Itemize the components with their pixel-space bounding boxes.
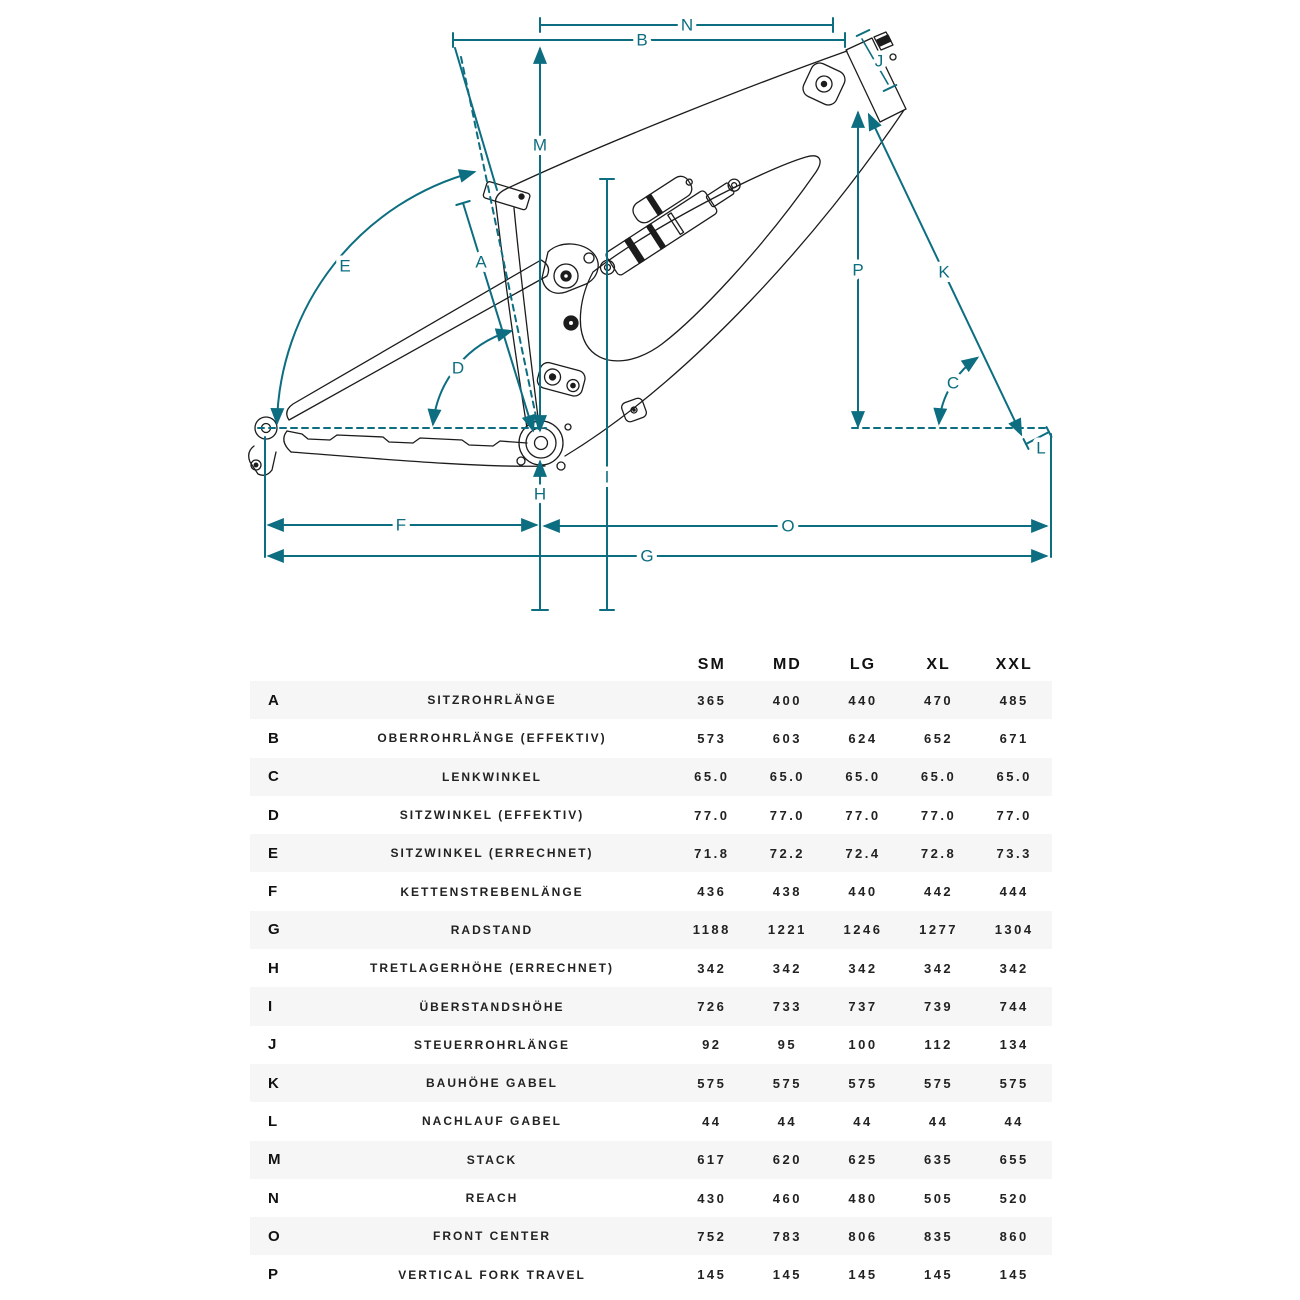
- row-label: SITZROHRLÄNGE: [427, 693, 557, 708]
- bike-frame-outline: [249, 32, 906, 475]
- row-value: 575: [848, 1075, 878, 1091]
- dim-label-o: O: [781, 516, 795, 536]
- row-value: 617: [697, 1152, 727, 1168]
- table-row: [250, 796, 1052, 834]
- row-key: E: [268, 844, 279, 862]
- row-value: 1188: [692, 922, 731, 938]
- dim-label-b: B: [636, 30, 648, 50]
- row-label: VERTICAL FORK TRAVEL: [398, 1267, 586, 1282]
- table-row: [250, 681, 1052, 719]
- size-header-md: MD: [772, 655, 802, 673]
- row-value: 620: [772, 1152, 802, 1168]
- row-value: 438: [772, 884, 802, 900]
- row-value: 744: [999, 999, 1029, 1015]
- dim-label-h: H: [533, 484, 547, 504]
- row-value: 95: [777, 1037, 798, 1053]
- geometry-diagram: [0, 0, 1300, 648]
- row-key: N: [268, 1189, 279, 1207]
- row-value: 112: [924, 1037, 953, 1053]
- dim-label-f: F: [395, 515, 407, 535]
- row-value: 739: [923, 999, 954, 1015]
- row-value: 44: [702, 1113, 722, 1129]
- table-header-row: [250, 648, 1052, 681]
- row-label: NACHLAUF GABEL: [422, 1114, 562, 1129]
- row-value: 671: [999, 730, 1029, 746]
- row-value: 44: [1004, 1113, 1024, 1129]
- row-value: 73.3: [996, 845, 1032, 861]
- row-key: F: [268, 883, 278, 901]
- table-row: [250, 719, 1052, 757]
- row-value: 134: [999, 1037, 1029, 1053]
- row-value: 77.0: [694, 807, 730, 823]
- table-row: [250, 1141, 1052, 1179]
- row-value: 835: [923, 1228, 954, 1244]
- row-value: 145: [848, 1267, 878, 1283]
- row-value: 145: [999, 1267, 1029, 1283]
- table-row: [250, 1217, 1052, 1255]
- row-value: 72.4: [845, 845, 881, 861]
- row-value: 342: [999, 960, 1029, 976]
- row-value: 72.8: [920, 845, 957, 861]
- row-label: FRONT CENTER: [433, 1229, 551, 1244]
- row-key: B: [268, 729, 279, 747]
- row-value: 575: [999, 1075, 1029, 1091]
- row-value: 783: [772, 1228, 802, 1244]
- row-value: 737: [848, 999, 878, 1015]
- geometry-table-body: [250, 681, 1052, 1294]
- dim-label-d: D: [451, 358, 465, 378]
- row-label: STACK: [466, 1152, 518, 1167]
- table-row: [250, 1255, 1052, 1293]
- row-value: 505: [923, 1190, 954, 1206]
- row-value: 520: [999, 1190, 1029, 1206]
- row-label: OBERROHRLÄNGE (EFFEKTIV): [377, 731, 607, 746]
- row-label: SITZWINKEL (EFFEKTIV): [399, 808, 585, 823]
- row-value: 860: [999, 1228, 1029, 1244]
- row-value: 635: [923, 1152, 954, 1168]
- row-value: 44: [928, 1113, 949, 1129]
- size-header-sm: SM: [697, 655, 726, 673]
- table-row: [250, 1102, 1052, 1140]
- dim-label-j: J: [874, 51, 884, 71]
- table-row: [250, 987, 1052, 1025]
- row-value: 65.0: [769, 769, 806, 785]
- row-value: 440: [848, 884, 878, 900]
- row-value: 603: [772, 730, 802, 746]
- table-row: [250, 834, 1052, 872]
- row-value: 72.2: [769, 845, 806, 861]
- row-value: 1246: [843, 922, 883, 938]
- size-header-xl: XL: [926, 655, 951, 673]
- row-value: 575: [923, 1075, 954, 1091]
- row-value: 77.0: [996, 807, 1032, 823]
- row-key: C: [268, 768, 279, 786]
- row-value: 460: [772, 1190, 802, 1206]
- row-value: 400: [772, 692, 802, 708]
- row-value: 1304: [994, 922, 1034, 938]
- row-value: 1277: [919, 922, 959, 938]
- row-value: 575: [697, 1075, 727, 1091]
- row-value: 71.8: [694, 845, 730, 861]
- row-label: STEUERROHRLÄNGE: [413, 1037, 570, 1052]
- row-value: 145: [697, 1267, 727, 1283]
- row-label: TRETLAGERHÖHE (ERRECHNET): [370, 961, 614, 976]
- dim-label-m: M: [532, 135, 548, 155]
- row-value: 752: [697, 1228, 727, 1244]
- row-value: 44: [853, 1113, 873, 1129]
- row-value: 65.0: [694, 769, 730, 785]
- dim-label-a: A: [475, 252, 487, 272]
- row-value: 145: [772, 1267, 802, 1283]
- row-label: KETTENSTREBENLÄNGE: [400, 884, 584, 899]
- row-value: 92: [702, 1037, 722, 1053]
- size-header-lg: LG: [849, 655, 877, 673]
- dimension-annotations: [258, 15, 1052, 610]
- row-value: 442: [923, 884, 954, 900]
- row-label: RADSTAND: [450, 922, 534, 937]
- row-value: 655: [999, 1152, 1029, 1168]
- row-key: A: [268, 691, 279, 709]
- row-key: J: [268, 1036, 277, 1054]
- row-value: 77.0: [769, 807, 806, 823]
- dim-label-n: N: [680, 15, 694, 35]
- row-key: O: [268, 1227, 280, 1245]
- row-value: 1221: [767, 922, 807, 938]
- size-header-xxl: XXL: [995, 655, 1033, 673]
- dimension-labels: [339, 16, 1045, 566]
- row-value: 65.0: [996, 769, 1032, 785]
- row-key: I: [268, 998, 273, 1016]
- table-row: [250, 1026, 1052, 1064]
- row-key: K: [268, 1074, 279, 1092]
- table-row: [250, 1179, 1052, 1217]
- row-value: 480: [848, 1190, 878, 1206]
- row-value: 625: [848, 1152, 878, 1168]
- row-value: 436: [697, 884, 727, 900]
- geometry-table: [250, 648, 1052, 1294]
- row-value: 77.0: [920, 807, 957, 823]
- row-value: 145: [923, 1267, 954, 1283]
- row-value: 440: [848, 692, 878, 708]
- row-key: M: [268, 1151, 281, 1169]
- dim-label-p: P: [852, 260, 864, 280]
- row-label: REACH: [465, 1191, 519, 1205]
- row-value: 430: [697, 1190, 727, 1206]
- row-value: 65.0: [845, 769, 881, 785]
- row-value: 733: [772, 999, 802, 1015]
- row-value: 624: [848, 730, 878, 746]
- row-value: 573: [697, 730, 727, 746]
- row-value: 575: [772, 1075, 802, 1091]
- row-label: BAUHÖHE GABEL: [425, 1076, 558, 1091]
- dim-label-c: C: [946, 373, 960, 393]
- row-value: 100: [848, 1037, 878, 1053]
- row-value: 485: [999, 692, 1029, 708]
- row-value: 652: [923, 730, 954, 746]
- row-value: 470: [923, 692, 954, 708]
- row-value: 806: [848, 1228, 878, 1244]
- row-value: 65.0: [920, 769, 957, 785]
- row-value: 342: [772, 960, 802, 976]
- table-row: [250, 872, 1052, 910]
- row-value: 342: [848, 960, 878, 976]
- row-key: D: [268, 806, 279, 824]
- row-value: 77.0: [845, 807, 881, 823]
- dim-label-l: L: [1036, 438, 1046, 458]
- dim-label-i: I: [604, 467, 610, 487]
- row-value: 444: [999, 884, 1029, 900]
- row-key: L: [268, 1112, 278, 1130]
- table-row: [250, 949, 1052, 987]
- row-label: SITZWINKEL (ERRECHNET): [390, 846, 594, 861]
- row-key: G: [268, 921, 280, 939]
- row-label: LENKWINKEL: [442, 769, 542, 784]
- row-label: ÜBERSTANDSHÖHE: [419, 999, 565, 1014]
- row-value: 342: [923, 960, 954, 976]
- table-row: [250, 1064, 1052, 1102]
- row-value: 365: [697, 692, 727, 708]
- row-value: 726: [697, 999, 727, 1015]
- row-value: 342: [697, 960, 727, 976]
- row-key: H: [268, 959, 279, 977]
- table-row: [250, 911, 1052, 949]
- row-value: 44: [777, 1113, 798, 1129]
- row-key: P: [268, 1266, 279, 1284]
- dim-label-g: G: [640, 546, 654, 566]
- dim-label-e: E: [339, 256, 351, 276]
- table-row: [250, 758, 1052, 796]
- dim-label-k: K: [938, 262, 950, 282]
